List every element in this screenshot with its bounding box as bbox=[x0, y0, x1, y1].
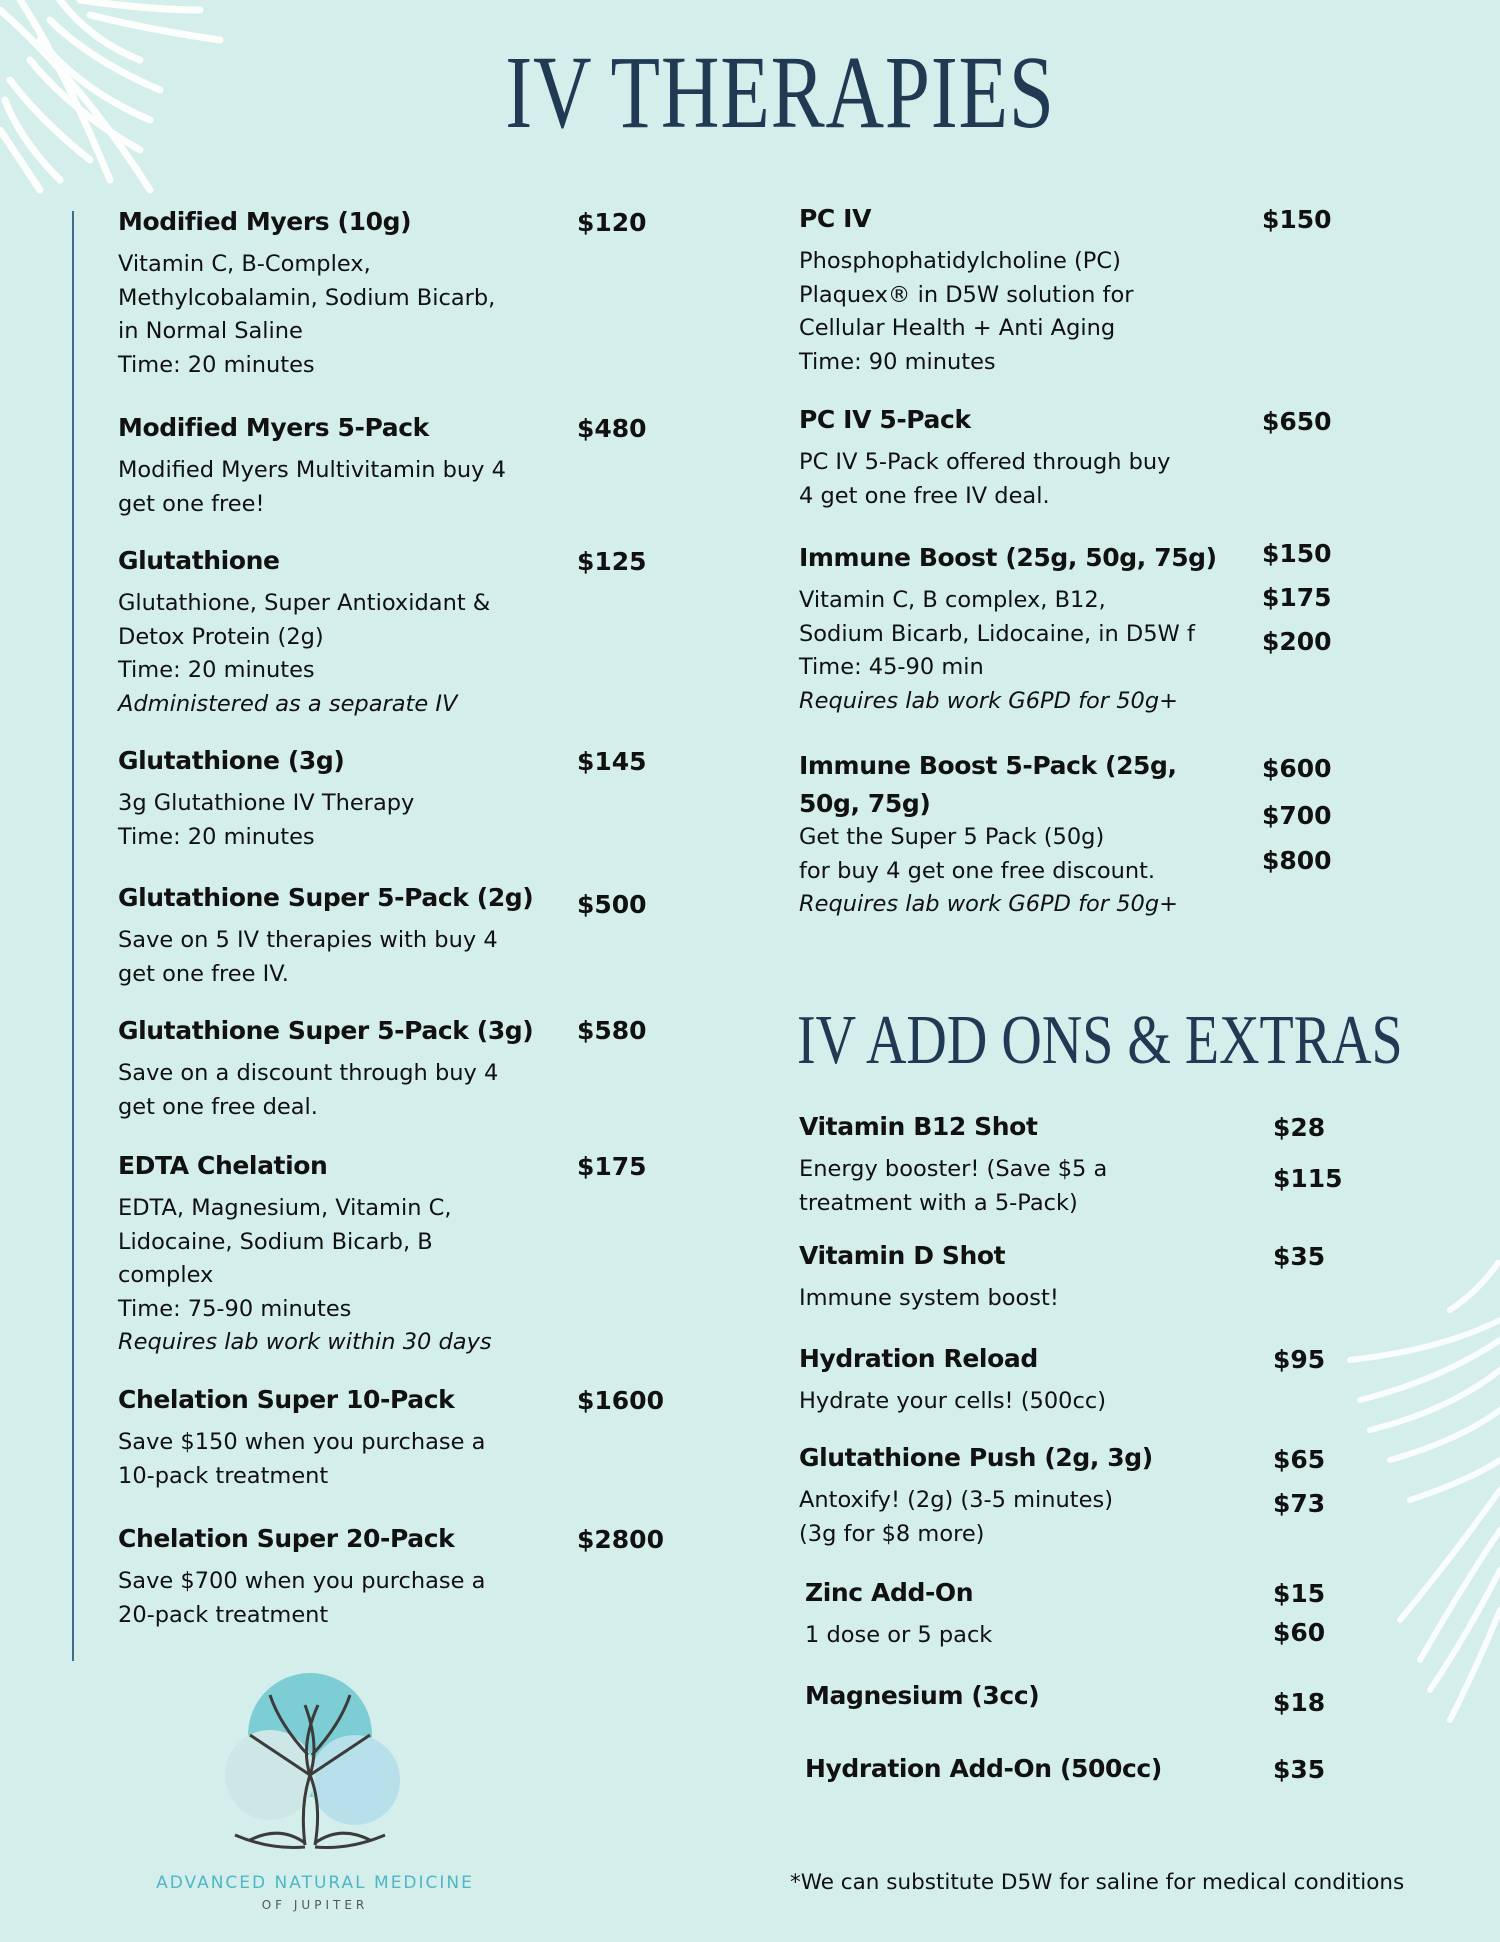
description-line: Detox Protein (2g) bbox=[118, 623, 324, 650]
addons-entry bbox=[799, 1237, 1199, 1316]
item-note: Administered as a separate IV bbox=[118, 690, 458, 717]
item-description bbox=[118, 454, 558, 521]
description-line: Phosphophatidylcholine (PC) bbox=[799, 248, 1121, 274]
item-price: $200 bbox=[1262, 627, 1332, 656]
left-items-entry bbox=[118, 409, 558, 521]
item-name: Magnesium (3cc) bbox=[805, 1681, 1040, 1710]
item-price: $2800 bbox=[577, 1525, 664, 1554]
tree-logo bbox=[210, 1665, 410, 1855]
item-description bbox=[799, 821, 1229, 922]
addons-section-title: IV ADD ONS & EXTRAS bbox=[797, 1002, 1403, 1079]
description-line: Methylcobalamin, Sodium Bicarb, bbox=[118, 284, 496, 311]
item-price: $175 bbox=[1262, 583, 1332, 612]
description-line: EDTA, Magnesium, Vitamin C, bbox=[118, 1195, 452, 1221]
description-line: Time: 20 minutes bbox=[118, 823, 315, 850]
addons-entry bbox=[799, 1108, 1199, 1220]
item-description bbox=[118, 1426, 558, 1493]
item-description bbox=[118, 587, 558, 721]
description-line: Sodium Bicarb, Lidocaine, in D5W f bbox=[799, 620, 1195, 647]
item-description bbox=[805, 1619, 1205, 1653]
item-price: $580 bbox=[577, 1016, 647, 1045]
item-price: $600 bbox=[1262, 754, 1332, 783]
description-line: Lidocaine, Sodium Bicarb, B bbox=[118, 1228, 433, 1255]
item-description bbox=[118, 787, 558, 854]
addons-entry bbox=[805, 1574, 1205, 1653]
item-description bbox=[118, 1565, 558, 1632]
description-line: Antoxify! (2g) (3-5 minutes) bbox=[799, 1487, 1113, 1513]
description-line: Time: 20 minutes bbox=[118, 351, 315, 378]
item-name: Glutathione (3g) bbox=[118, 746, 345, 775]
description-line: 3g Glutathione IV Therapy bbox=[118, 790, 415, 816]
item-name: Immune Boost (25g, 50g, 75g) bbox=[799, 543, 1217, 572]
addons-entry bbox=[799, 1439, 1199, 1551]
item-name: EDTA Chelation bbox=[118, 1151, 328, 1180]
description-line: Vitamin C, B-Complex, bbox=[118, 251, 371, 277]
item-price: $35 bbox=[1273, 1242, 1326, 1271]
description-line: (3g for $8 more) bbox=[799, 1520, 985, 1547]
description-line: Get the Super 5 Pack (50g) bbox=[799, 824, 1105, 850]
item-price: $150 bbox=[1262, 539, 1332, 568]
item-description bbox=[118, 924, 558, 991]
description-line: 1 dose or 5 pack bbox=[805, 1622, 993, 1648]
description-line: Glutathione, Super Antioxidant & bbox=[118, 590, 491, 616]
item-description bbox=[799, 245, 1229, 379]
right-items-entry bbox=[799, 747, 1229, 922]
description-line: complex bbox=[118, 1262, 214, 1288]
left-items-entry bbox=[118, 203, 558, 382]
item-name: Glutathione bbox=[118, 546, 280, 575]
column-divider-line bbox=[72, 211, 74, 1661]
right-items-entry bbox=[799, 200, 1229, 379]
item-description bbox=[118, 248, 558, 382]
item-price: $28 bbox=[1273, 1113, 1326, 1142]
item-name: Glutathione Super 5-Pack (2g) bbox=[118, 883, 534, 912]
left-items-entry bbox=[118, 879, 558, 991]
item-price: $60 bbox=[1273, 1618, 1326, 1647]
item-description bbox=[799, 1385, 1199, 1419]
description-line: Time: 75-90 minutes bbox=[118, 1295, 352, 1322]
description-line: for buy 4 get one free discount. bbox=[799, 857, 1156, 884]
item-description bbox=[799, 584, 1229, 718]
logo-name: ADVANCED NATURAL MEDICINE bbox=[156, 1873, 474, 1893]
description-line: Hydrate your cells! (500cc) bbox=[799, 1388, 1106, 1414]
left-items-entry bbox=[118, 742, 558, 854]
item-price: $95 bbox=[1273, 1345, 1326, 1374]
addons-entry bbox=[805, 1750, 1205, 1788]
item-name: Immune Boost 5-Pack (25g, 50g, 75g) bbox=[799, 751, 1177, 818]
item-price: $73 bbox=[1273, 1489, 1326, 1518]
item-price: $650 bbox=[1262, 407, 1332, 436]
left-items-entry bbox=[118, 542, 558, 721]
description-line: Time: 20 minutes bbox=[118, 657, 315, 683]
footnote: *We can substitute D5W for saline for medical conditions bbox=[790, 1870, 1405, 1895]
left-items-entry bbox=[118, 1147, 558, 1360]
item-price: $120 bbox=[577, 208, 647, 237]
description-line: PC IV 5-Pack offered through buy bbox=[799, 449, 1171, 475]
item-description bbox=[118, 1192, 558, 1360]
item-note: Requires lab work G6PD for 50g+ bbox=[799, 687, 1178, 714]
description-line: Time: 45-90 min bbox=[799, 654, 984, 680]
item-description bbox=[799, 1153, 1199, 1220]
description-line: Save $150 when you purchase a bbox=[118, 1429, 486, 1455]
item-price: $150 bbox=[1262, 205, 1332, 234]
left-items-entry bbox=[118, 1012, 558, 1124]
description-line: Modified Myers Multivitamin buy 4 bbox=[118, 457, 506, 483]
right-items-entry bbox=[799, 539, 1229, 718]
item-name: Zinc Add-On bbox=[805, 1578, 974, 1607]
item-name: Chelation Super 10-Pack bbox=[118, 1385, 455, 1414]
description-line: Time: 90 minutes bbox=[799, 348, 996, 375]
description-line: in Normal Saline bbox=[118, 318, 303, 344]
description-line: Save on 5 IV therapies with buy 4 bbox=[118, 927, 498, 953]
item-description bbox=[799, 1484, 1199, 1551]
item-note: Requires lab work within 30 days bbox=[118, 1329, 492, 1355]
palm-leaf-bottom-right-decoration bbox=[1330, 1260, 1500, 1780]
item-price: $480 bbox=[577, 414, 647, 443]
item-price: $115 bbox=[1273, 1164, 1343, 1193]
description-line: get one free deal. bbox=[118, 1093, 318, 1120]
item-price: $65 bbox=[1273, 1445, 1326, 1474]
description-line: get one free! bbox=[118, 490, 265, 517]
item-name: Chelation Super 20-Pack bbox=[118, 1524, 455, 1553]
page-title: IV THERAPIES bbox=[505, 35, 1055, 150]
item-price: $500 bbox=[577, 890, 647, 919]
description-line: Save on a discount through buy 4 bbox=[118, 1060, 499, 1086]
item-name: Glutathione Super 5-Pack (3g) bbox=[118, 1016, 534, 1045]
item-name: Hydration Add-On (500cc) bbox=[805, 1754, 1162, 1783]
item-name: PC IV bbox=[799, 204, 872, 233]
addons-entry bbox=[799, 1340, 1199, 1419]
item-description bbox=[118, 1057, 558, 1124]
item-price: $175 bbox=[577, 1152, 647, 1181]
item-price: $35 bbox=[1273, 1755, 1326, 1784]
item-name: Vitamin B12 Shot bbox=[799, 1112, 1038, 1141]
item-name: Hydration Reload bbox=[799, 1344, 1038, 1373]
item-note: Requires lab work G6PD for 50g+ bbox=[799, 891, 1178, 917]
item-name: Vitamin D Shot bbox=[799, 1241, 1006, 1270]
item-name: Glutathione Push (2g, 3g) bbox=[799, 1443, 1153, 1472]
item-price: $15 bbox=[1273, 1579, 1326, 1608]
item-price: $18 bbox=[1273, 1688, 1326, 1717]
left-items-entry bbox=[118, 1520, 558, 1632]
description-line: Save $700 when you purchase a bbox=[118, 1568, 486, 1594]
description-line: 4 get one free IV deal. bbox=[799, 482, 1050, 509]
right-items-entry bbox=[799, 401, 1229, 513]
item-description bbox=[799, 446, 1229, 513]
item-price: $145 bbox=[577, 747, 647, 776]
addons-entry bbox=[805, 1677, 1205, 1715]
item-name: Modified Myers 5-Pack bbox=[118, 413, 429, 442]
description-line: Vitamin C, B complex, B12, bbox=[799, 587, 1106, 613]
item-description bbox=[799, 1282, 1199, 1316]
item-name: Modified Myers (10g) bbox=[118, 207, 412, 236]
description-line: 10-pack treatment bbox=[118, 1462, 329, 1489]
description-line: treatment with a 5-Pack) bbox=[799, 1189, 1078, 1216]
description-line: Immune system boost! bbox=[799, 1285, 1059, 1311]
description-line: Energy booster! (Save $5 a bbox=[799, 1156, 1108, 1182]
description-line: Plaquex® in D5W solution for bbox=[799, 281, 1134, 308]
logo-subtitle: OF JUPITER bbox=[261, 1898, 369, 1912]
item-name: PC IV 5-Pack bbox=[799, 405, 971, 434]
item-price: $125 bbox=[577, 547, 647, 576]
left-items-entry bbox=[118, 1381, 558, 1493]
description-line: get one free IV. bbox=[118, 960, 289, 987]
item-price: $700 bbox=[1262, 801, 1332, 830]
description-line: Cellular Health + Anti Aging bbox=[799, 315, 1116, 341]
item-price: $800 bbox=[1262, 846, 1332, 875]
description-line: 20-pack treatment bbox=[118, 1601, 329, 1628]
item-price: $1600 bbox=[577, 1386, 664, 1415]
